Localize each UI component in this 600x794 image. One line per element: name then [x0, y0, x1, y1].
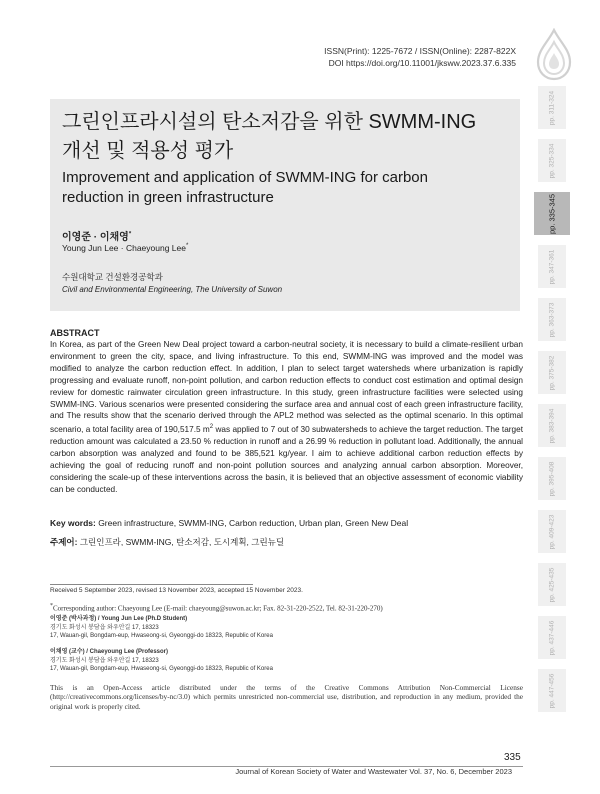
page-tab-2[interactable]: [534, 192, 570, 235]
abstract-text-2: was applied to 7 out of 30 subwatersheds to achieve the target reduction. The target reduction amount was calculated a 23.50 % reduction in runoff and a 26.99 % reduction in pollutant load. Additionally, the annual carbon absorption was analyzed and found to be 385,521 kg/year. I aim to achieve additional carbon reduction effects by achieving the goal of reducing runoff and non-point pollution sources and analyzing annual carbon absorption. Moreover, considering the scale-up of these interventions across the basin, it is believed that an objective assessment of economic viability can be conducted.: [50, 425, 523, 494]
authors-english-names: Young Jun Lee · Chaeyoung Lee: [62, 243, 186, 253]
page-tab-label: pp. 325-334: [548, 143, 556, 178]
page-tab-label: pp. 311-324: [548, 90, 556, 125]
page-tab-label: pp. 437-446: [548, 620, 556, 655]
page-tab-label: pp. 335-345: [547, 193, 557, 234]
page-tab-10[interactable]: [538, 616, 566, 659]
authors-english: [62, 243, 188, 253]
author-address-1: [50, 615, 273, 641]
english-title-line-1: Improvement and application of SWMM-ING for carbon: [62, 169, 428, 186]
abstract-heading: ABSTRACT: [50, 328, 100, 338]
abstract-text-1: In Korea, as part of the Green New Deal project toward a carbon-neutral society, it is necessary to build a climate-resilient urban environment to green the city, space, and living infrastructure. To this end, SWMM-ING was improved and the model was modified to analyze the carbon reduction effect. In addition, I plan to select target watersheds where urbanization is rapidly progressing and evaluate runoff, non-point pollution, and carbon reduction effects to conduct cost estimation and optimal design review for domestic rainwater circulation green infrastructure. In this study, green infrastructure facilities were selected using SWMM-ING. Various scenarios were presented considering the surface area and annual cost of each green infrastructure facility, and The results show that the scenario derived through the APL2 method was selected as the optimal scenario. In this optimal scenario, a total facility area of 190,517.5 m: [50, 340, 523, 435]
author-address-2: [50, 648, 273, 674]
author-2-address-ko: 경기도 화성시 봉담읍 와우안길 17, 18323: [50, 657, 159, 664]
page-tab-5[interactable]: [538, 351, 566, 394]
page-tab-3[interactable]: [538, 245, 566, 288]
page-tab-label: pp. 363-373: [548, 302, 556, 337]
area-unit-superscript: 2: [209, 424, 214, 431]
corresponding-mark: *: [128, 231, 132, 238]
author-1-address-ko: 경기도 화성시 봉담읍 와우안길 17, 18323: [50, 624, 159, 631]
page-tab-11[interactable]: [538, 669, 566, 712]
page-tab-7[interactable]: [538, 457, 566, 500]
issn-doi-block: [324, 46, 516, 69]
page-tab-4[interactable]: [538, 298, 566, 341]
abstract-body: [50, 339, 523, 496]
page-tab-label: pp. 447-456: [548, 673, 556, 708]
keywords-korean-label: 주제어:: [50, 537, 78, 547]
english-title-line-2: reduction in green infrastructure: [62, 189, 274, 206]
corresponding-footnote-mark: *: [50, 603, 53, 609]
page-tab-label: pp. 395-408: [548, 461, 556, 496]
korean-title-line-2: 개선 및 적용성 평가: [62, 140, 234, 162]
page-tab-label: pp. 347-361: [548, 249, 556, 284]
page-tab-label: pp. 375-382: [548, 355, 556, 390]
received-dates: Received 5 September 2023, revised 13 November 2023, accepted 15 November 2023.: [50, 587, 303, 594]
license-statement: This is an Open-Access article distributed under the terms of the Creative Commons Attribution Non-Commercial License (http://creativecommons.org/licenses/by-nc/3.0) which permits unrestricted non-commercial use, distribution, and reproduction in any medium, provided the original work is properly cited.: [50, 683, 523, 711]
authors-korean: [62, 228, 131, 243]
author-1-name: 이영준 (박사과정) / Young Jun Lee (Ph.D Student): [50, 616, 188, 622]
author-1-address-en: 17, Wauan-gil, Bongdam-eup, Hwaseong-si, Gyeonggi-do 18323, Republic of Korea: [50, 633, 273, 639]
doi-line: DOI https://doi.org/10.11001/jksww.2023.37.6.335: [328, 57, 516, 68]
keywords-korean: [50, 536, 284, 548]
page-tab-9[interactable]: [538, 563, 566, 606]
page-tab-label: pp. 383-394: [548, 408, 556, 443]
journal-citation: Journal of Korean Society of Water and Wastewater Vol. 37, No. 6, December 2023: [235, 767, 512, 776]
korean-title-line-1: 그린인프라시설의 탄소저감을 위한 SWMM-ING: [62, 111, 477, 133]
page-number: 335: [504, 752, 521, 763]
keywords-label: Key words:: [50, 518, 96, 528]
page-tab-6[interactable]: [538, 404, 566, 447]
corresponding-author-text: Corresponding author: Chaeyoung Lee (E-mail: chaeyoung@suwon.ac.kr; Fax. 82-31-220-2522, Tel. 82-31-220-270): [53, 604, 383, 613]
page-tab-0[interactable]: [538, 86, 566, 129]
corresponding-author: [50, 603, 383, 612]
affiliation-english: Civil and Environmental Engineering, The University of Suwon: [62, 285, 283, 294]
authors-korean-names: 이영준 · 이채영: [62, 232, 129, 243]
page-tab-8[interactable]: [538, 510, 566, 553]
corresponding-mark-en: *: [186, 243, 189, 250]
issn-line: ISSN(Print): 1225-7672 / ISSN(Online): 2287-822X: [324, 46, 516, 56]
english-title: [62, 168, 512, 208]
page-tab-1[interactable]: [538, 139, 566, 182]
author-2-address-en: 17, Wauan-gil, Bongdam-eup, Hwaseong-si, Gyeonggi-do 18323, Republic of Korea: [50, 666, 273, 672]
affiliation-korean: 수원대학교 건설환경공학과: [62, 272, 163, 282]
page-tab-label: pp. 425-435: [548, 567, 556, 602]
article-page-tabs: [538, 86, 566, 726]
author-2-name: 이채영 (교수) / Chaeyoung Lee (Professor): [50, 649, 168, 655]
keywords-english: [50, 518, 408, 528]
page-tab-label: pp. 409-423: [548, 514, 556, 549]
korean-title: [62, 108, 512, 166]
keywords-text: Green infrastructure, SWMM-ING, Carbon reduction, Urban plan, Green New Deal: [95, 518, 409, 528]
journal-drop-logo-icon: [530, 28, 578, 84]
keywords-korean-text: 그린인프라, SWMM-ING, 탄소저감, 도시계획, 그린뉴딜: [77, 537, 285, 547]
footnote-divider: [50, 584, 253, 585]
